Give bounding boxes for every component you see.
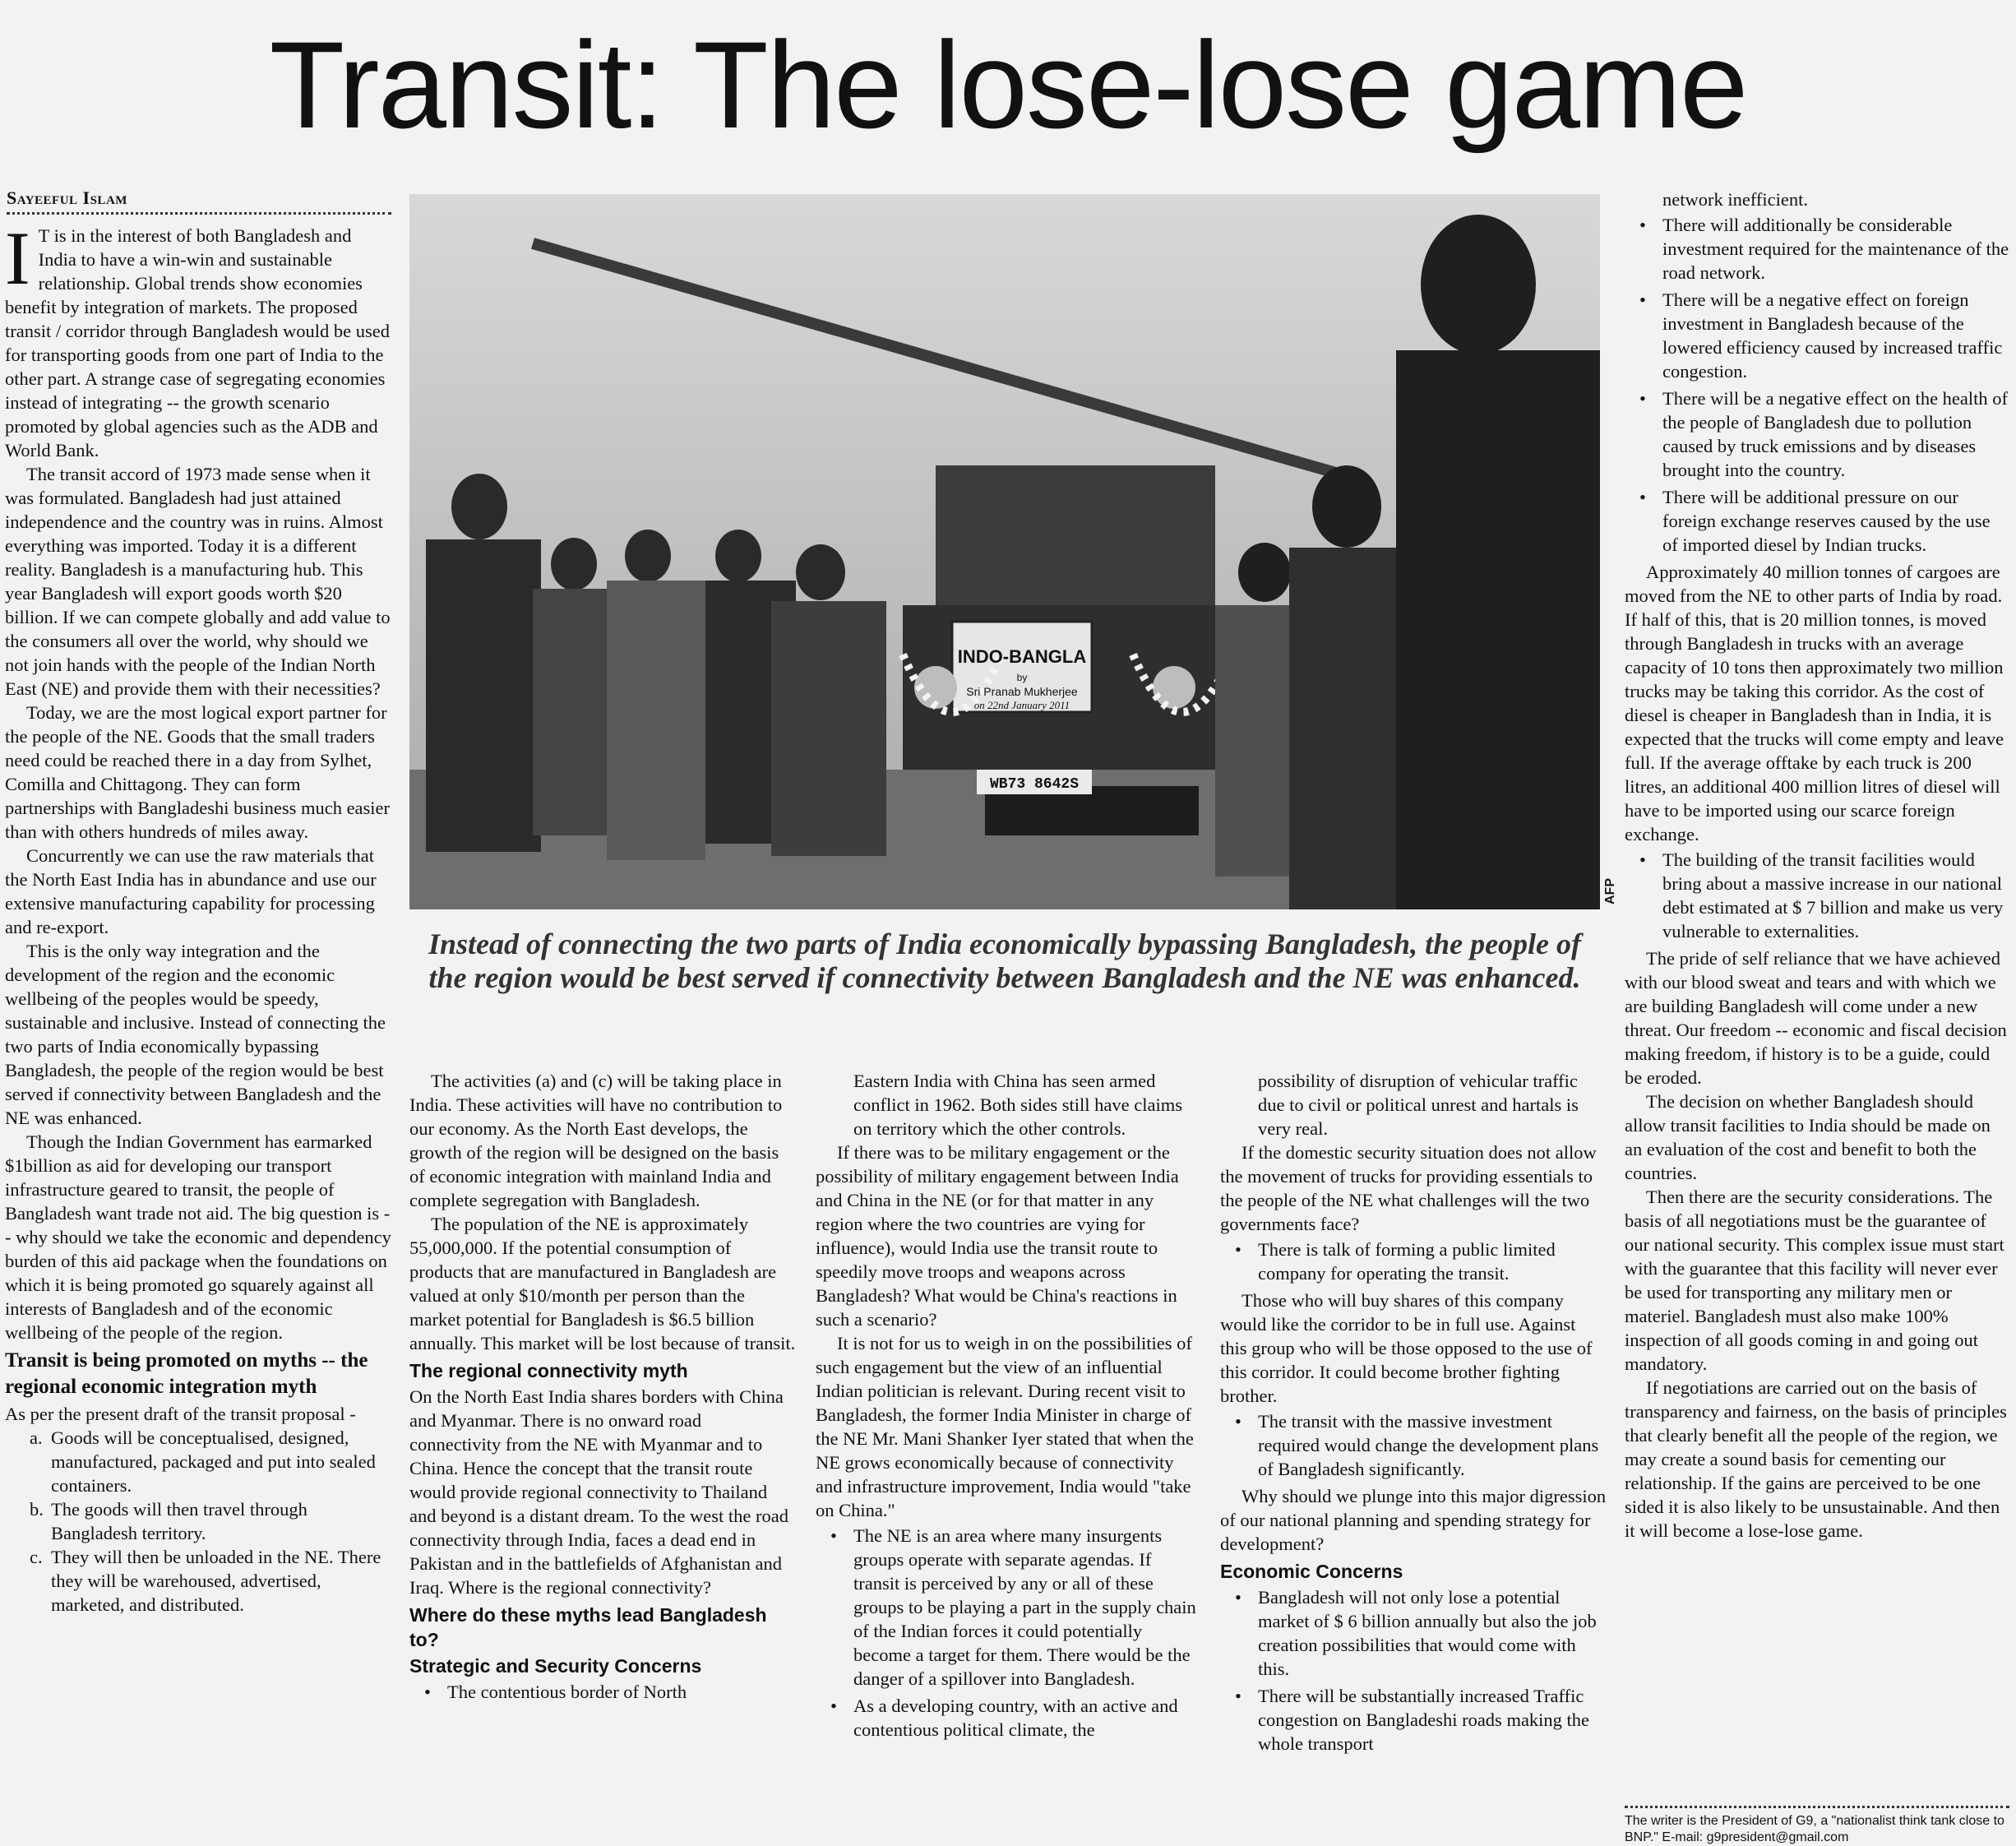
paragraph: Approximately 40 million tonnes of cargoes are moved from the NE to other parts of India by road. If half of this, that is 20 million tonnes, is moved through Bangladesh in trucks with an average capacity of 10 tons then approximately two million trucks may be taking this corridor. As the cost of diesel is cheaper in Bangladesh than in India, it is expected that the trucks will come empty and leave full. If the average offtake by each truck is 200 litres, an additional 400 million litres of diesel will have to be imported using our scarce foreign exchange.	[1625, 562, 2004, 844]
paragraph: Concurrently we can use the raw materials that the North East India has in abundance and use our extensive manufacturing capability for processing and re-export.	[5, 845, 377, 937]
bullet-list	[1625, 213, 2009, 557]
banner-name: Sri Pranab Mukherjee	[966, 685, 1078, 698]
bullet-list	[816, 1524, 1202, 1742]
photo-credit: AFP	[1603, 878, 1617, 904]
paragraph: On the North East India shares borders with China and Myanmar. There is no onward road connectivity from the NE with Myanmar and to China. Hence the concept that the transit route would provide regional connectivity to Thailand and beyond is a distant dream. To the west the road connectivity through India, faces a dead end in Pakistan and in the battlefields of Afghanistan and Iraq. Where is the regional connectivity?	[409, 1386, 789, 1598]
bullet-list	[1220, 1585, 1607, 1756]
paragraph: As per the present draft of the transit proposal -	[5, 1404, 356, 1424]
paragraph: The pride of self reliance that we have achieved with our blood sweat and tears and with which we are building Bangladesh will come under a new threat. Our freedom -- economic and fiscal decision making freedom, if history is to be a guide, could be eroded.	[1625, 948, 2007, 1088]
news-photo	[409, 194, 1600, 909]
paragraph: If the domestic security situation does not allow the movement of trucks for providing essentials to the people of the NE what challenges will the two governments face?	[1220, 1142, 1597, 1234]
bullet-list	[1220, 1238, 1607, 1285]
subheading-myths: Transit is being promoted on myths -- the regional economic integration myth	[5, 1349, 368, 1398]
banner-date: on 22nd January 2011	[973, 699, 1070, 711]
license-plate: WB73 8642S	[989, 776, 1080, 793]
paragraph: If there was to be military engagement or the possibility of military engagement between India and China in the NE (or for that matter in any region where the two countries are vying for influence), would India use the transit route to speedily move troops and weapons across Bangladesh? What would be China's reactions in such a scenario?	[816, 1142, 1179, 1330]
subheading-economic: Economic Concerns	[1220, 1561, 1403, 1582]
list-item: • The contentious border of North	[409, 1680, 796, 1704]
list-item: • There will be substantially increased Traffic congestion on Bangladeshi roads making the whole transport	[1220, 1684, 1607, 1756]
article-column-3	[816, 1069, 1202, 1834]
bullet-list	[1220, 1409, 1607, 1481]
list-item: • There is talk of forming a public limited company for operating the transit.	[1220, 1238, 1607, 1285]
drop-cap: I	[5, 224, 30, 300]
author-note: The writer is the President of G9, a "nationalist think tank close to BNP." E-mail: g9president@gmail.com	[1625, 1806, 2009, 1846]
paragraph: The population of the NE is approximately 55,000,000. If the potential consumption of products that are manufactured in Bangladesh are valued at only $10/month per person than the market potential for Bangladesh is $6.5 billion annually. This market will be lost because of transit.	[409, 1214, 796, 1353]
list-item: • The NE is an area where many insurgents groups operate with separate agendas. If transit is perceived by any or all of these groups to be playing a part in the supply chain of the Indian forces it could potentially become a target for them. There would be the danger of a spillover into Bangladesh.	[816, 1524, 1202, 1691]
article-column-5	[1625, 187, 2009, 1799]
list-item: • As a developing country, with an active and contentious political climate, the	[816, 1694, 1202, 1742]
bullet-list	[409, 1680, 796, 1704]
paragraph: The transit accord of 1973 made sense when it was formulated. Bangladesh had just attained independence and the country was in ruins. Almost everything was imported. Today it is a different reality. Bangladesh is a manufacturing hub. This year Bangladesh will export goods worth $20 billion. If we can compete globally and add value to the consumers all over the world, why should we not join hands with the people of the Indian North East (NE) and provide them with their necessities?	[5, 464, 391, 699]
byline: Sayeeful Islam	[7, 187, 391, 215]
paragraph: Those who will buy shares of this company would like the corridor to be in full use. Against this group who will be those opposed to the use of this corridor. It could become brother fighting brother.	[1220, 1290, 1593, 1406]
paragraph: network inefficient.	[1662, 189, 1809, 210]
paragraph: It is not for us to weigh in on the possibilities of such engagement but the view of an influential Indian politician is relevant. During recent visit to Bangladesh, the former India Minister in charge of the NE Mr. Mani Shanker Iyer stated that when the NE grows economically because of connectivity and infrastructure improvement, India would "take on China."	[816, 1333, 1194, 1520]
headline: Transit: The lose-lose game	[269, 16, 1747, 154]
list-item: b. The goods will then travel through Bangladesh territory.	[30, 1499, 307, 1543]
transit-steps-list	[5, 1426, 391, 1617]
list-item: a. Goods will be conceptualised, designed, manufactured, packaged and put into sealed containers.	[30, 1427, 376, 1496]
paragraph: The decision on whether Bangladesh should allow transit facilities to India should be made on an evaluation of the cost and benefit to both the countries.	[1625, 1091, 1991, 1183]
article-column-4	[1220, 1069, 1607, 1834]
subheading-myths-lead: Where do these myths lead Bangladesh to?	[409, 1604, 767, 1650]
article-column-1	[5, 224, 391, 1835]
paragraph: Then there are the security considerations. The basis of all negotiations must be the guarantee of our national security. This complex issue must start with the guarantee that this facility will never ever be used for transporting any military men or materiel. Bangladesh must also make 100% inspection of all goods coming in and going out mandatory.	[1625, 1187, 2004, 1374]
photo-illustration	[409, 194, 1600, 909]
paragraph: Though the Indian Government has earmarked $1billion as aid for developing our transport infrastructure geared to transit, the people of Bangladesh want trade not aid. The big question is -- why should we take the economic and dependency burden of this aid package when the foundations on which it is being promoted go squarely against all interests of Bangladesh and of the economic wellbeing of the people of the region.	[5, 1131, 391, 1343]
list-item: • Bangladesh will not only lose a potential market of $ 6 billion annually but also the job creation possibilities that would come with this.	[1220, 1585, 1607, 1681]
subheading-security: Strategic and Security Concerns	[409, 1655, 702, 1677]
paragraph: possibility of disruption of vehicular traffic due to civil or political unrest and hartals is very real.	[1258, 1071, 1579, 1139]
list-item: • There will additionally be considerable investment required for the maintenance of the road network.	[1625, 213, 2009, 285]
paragraph: Today, we are the most logical export partner for the people of the NE. Goods that the small traders need could be reached there in a day from Sylhet, Comilla and Chittagong. They can form partnerships with Bangladeshi business much easier than with others hundreds of miles away.	[5, 702, 391, 842]
list-item: • There will be a negative effect on the health of the people of Bangladesh due to pollution caused by truck emissions and by diseases brought into the country.	[1625, 386, 2009, 482]
paragraph: This is the only way integration and the development of the region and the economic wellbeing of the peoples would be speedy, sustainable and inclusive. Instead of connecting the two parts of India economically bypassing Bangladesh, the people of the region would be best served if connectivity between Bangladesh and the NE was enhanced.	[5, 941, 386, 1128]
bullet-list	[1625, 848, 2009, 943]
list-item: • There will be additional pressure on our foreign exchange reserves caused by the use of imported diesel by Indian trucks.	[1625, 485, 2009, 557]
list-item: • There will be a negative effect on foreign investment in Bangladesh because of the lowered efficiency caused by increased traffic congestion.	[1625, 288, 2009, 383]
paragraph: If negotiations are carried out on the basis of transparency and fairness, on the basis of principles that clearly benefit all the people of the region, we may create a sound basis for cementing our relationship. If the gains are perceived to be one sided it is also likely to be unsustainable. And then it will become a lose-lose game.	[1625, 1377, 2007, 1541]
photo-caption: Instead of connecting the two parts of India economically bypassing Bangladesh, the people of the region would be best served if connectivity between Bangladesh and the NE was enhanced.	[428, 928, 1582, 994]
paragraph: Why should we plunge into this major digression of our national planning and spending strategy for development?	[1220, 1486, 1607, 1554]
banner-sub: by	[1016, 672, 1028, 683]
paragraph: The activities (a) and (c) will be taking place in India. These activities will have no contribution to our economy. As the North East develops, the growth of the region will be designed on the basis of economic integration with mainland India and complete segregation with Bangladesh.	[409, 1071, 783, 1210]
list-item: c. They will then be unloaded in the NE. There they will be warehoused, advertised, marketed, and distributed.	[30, 1547, 381, 1615]
article-column-2	[409, 1069, 796, 1834]
list-item: • The building of the transit facilities would bring about a massive increase in our national debt estimated at $ 7 billion and make us very vulnerable to externalities.	[1625, 848, 2009, 943]
subheading-connectivity: The regional connectivity myth	[409, 1360, 688, 1381]
banner-text: INDO-BANGLA	[957, 646, 1087, 667]
paragraph: Eastern India with China has seen armed conflict in 1962. Both sides still have claims on territory which the other controls.	[853, 1071, 1182, 1139]
opening-paragraph: I T is in the interest of both Bangladesh and India to have a win-win and sustainable relationship. Global trends show economies benefit by integration of markets. The proposed transit / corridor through Bangladesh would be used for transporting goods from one part of India to the other part. A strange case of segregating economies instead of integrating -- the growth scenario promoted by global agencies such as the ADB and World Bank.	[5, 224, 391, 460]
list-item: • The transit with the massive investment required would change the development plans of Bangladesh significantly.	[1220, 1409, 1607, 1481]
